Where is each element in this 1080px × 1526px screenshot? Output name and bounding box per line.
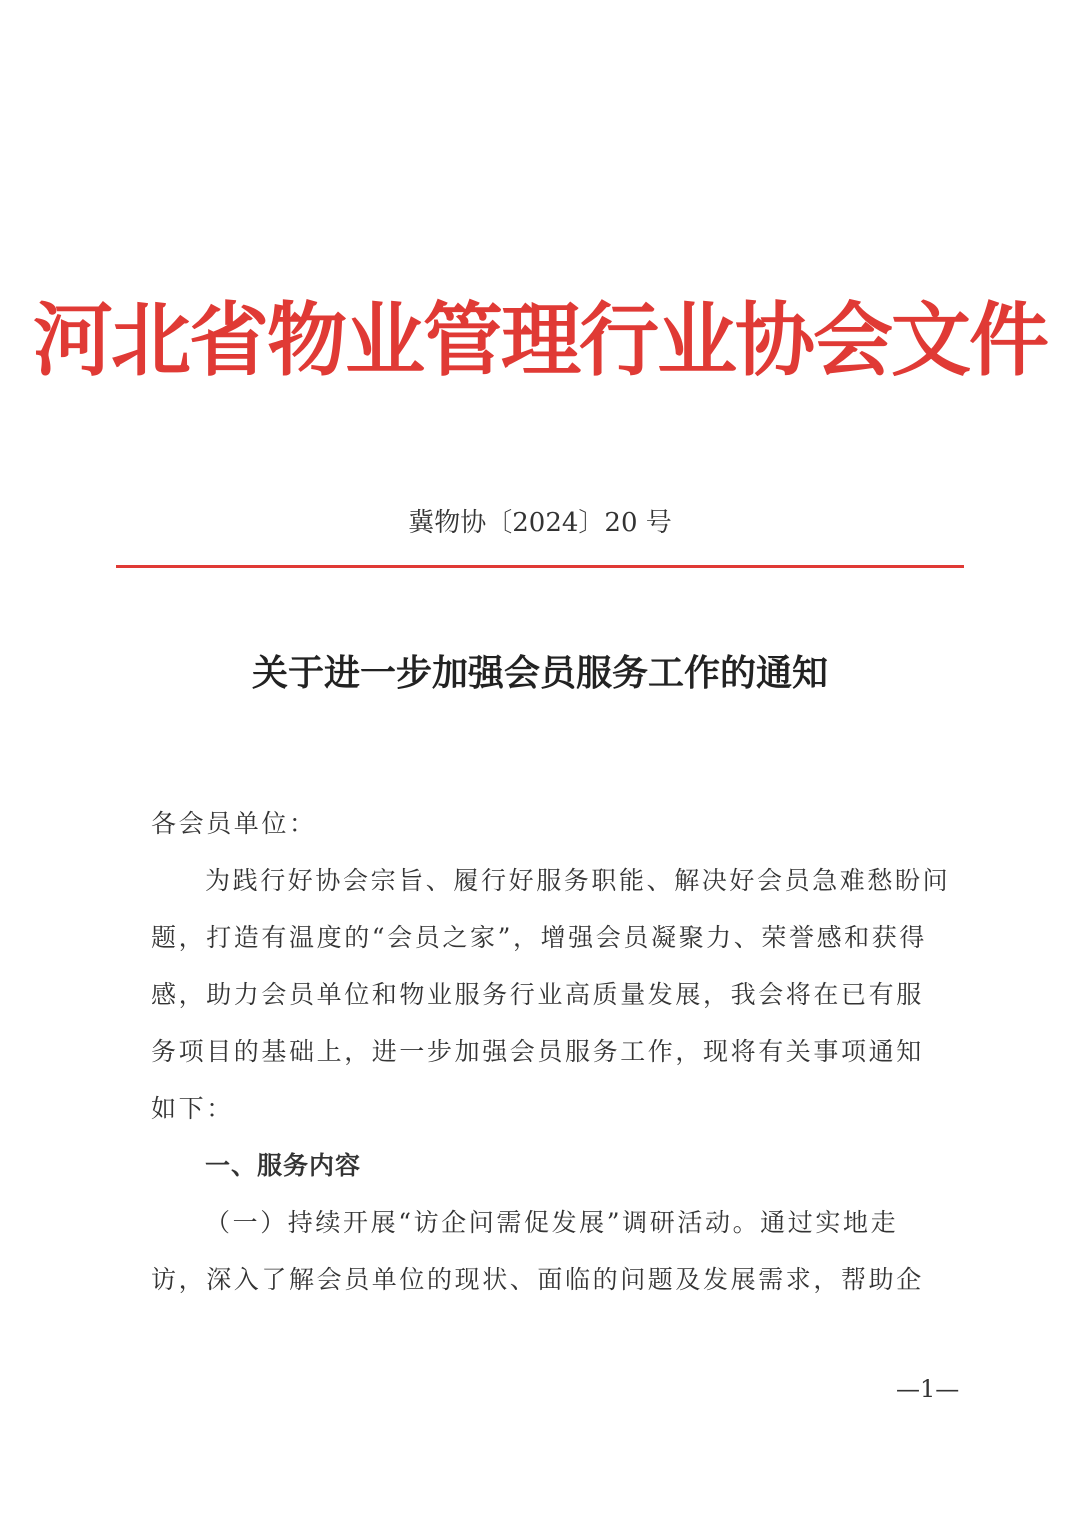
document-number: 冀物协〔2024〕20 号 [408, 508, 672, 538]
page-number: —1— [896, 1375, 960, 1403]
document-body [151, 795, 951, 1308]
salutation: 各会员单位： [151, 809, 317, 838]
intro-paragraph: 为践行好协会宗旨、履行好服务职能、解决好会员急难愁盼问题，打造有温度的“会员之家”，增强会员凝聚力、荣誉感和获得感，助力会员单位和物业服务行业高质量发展，我会将在已有服务项目的基础上，进一步加强会员服务工作，现将有关事项通知如下： [151, 866, 951, 1123]
document-title: 关于进一步加强会员服务工作的通知 [251, 652, 828, 694]
item-paragraph: （一）持续开展“访企问需促发展”调研活动。通过实地走访，深入了解会员单位的现状、面临的问题及发展需求，帮助企 [151, 1208, 924, 1294]
masthead-title: 河北省物业管理行业协会文件 [33, 293, 1047, 387]
section-heading: 一、服务内容 [205, 1151, 362, 1180]
red-divider-line [116, 565, 964, 568]
